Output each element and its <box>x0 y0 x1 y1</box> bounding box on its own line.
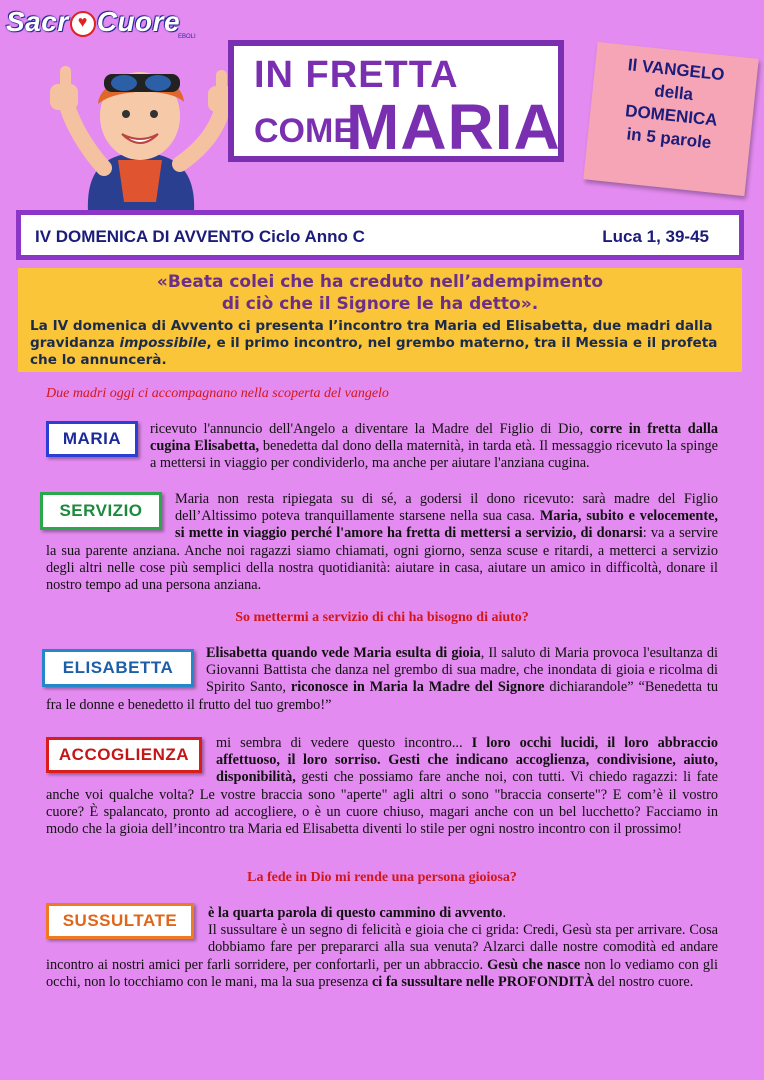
quote-banner <box>18 268 742 372</box>
sussultate-d: Gesù che nasce <box>487 956 581 973</box>
heart-icon: ♥ <box>70 11 96 37</box>
elisabetta-b: , Il saluto di Maria provoca l'esultanza di Giovanni Battista che danza nel grembo di sua madre, che inondata di gioia e ricolma di Spirito Santo, <box>206 645 718 696</box>
sussultate-e: non lo vediamo con gli occhi, non lo tocchiamo con le mani, ma la sua presenza <box>46 956 718 990</box>
lead-line: Due madri oggi ci accompagnano nella scoperta del vangelo <box>46 386 389 401</box>
question-service: So mettermi a servizio di chi ha bisogno di aiuto? <box>235 610 529 625</box>
sussultate-f: ci fa sussultare nelle PROFONDITÀ <box>371 973 595 990</box>
maria-a: ricevuto l'annuncio dell'Angelo a diventare la Madre del Figlio di Dio, <box>150 421 590 437</box>
note-line-1: Il VANGELO <box>626 55 726 85</box>
sussultate-b: . <box>502 905 507 921</box>
note-line-4: in 5 parole <box>625 124 713 153</box>
paragraph-sussultate <box>46 905 718 991</box>
accoglienza-c: gesti che possiamo fare anche noi, con tutti. Vi chiedo ragazzi: li fate anche voi qualche volta? Le vostre braccia sono "aperte" agli altri o sono "braccia conserte"? E com’è il vostro cuore? È spalancato, pronto ad accogliere, o è un cuore chiuso, magari anche con un bel lucchetto? Facciamo in modo che la gioia dell’incontro tra Maria ed Elisabetta diventi lo stile per ogni nostro incontro con il prossimo! <box>46 769 718 838</box>
logo-subtitle: EBOLI <box>178 34 196 40</box>
note-line-3: DOMENICA <box>624 101 719 130</box>
logo-text-a: Sacr <box>6 6 69 37</box>
elisabetta-a: Elisabetta quando vede Maria esulta di gioia <box>206 645 481 661</box>
sussultate-c: Il sussultare è un segno di felicità e gioia che ci grida: Credi, Gesù sta per arrivare. Cosa dobbiamo fare per prepararci alla sua venuta? Alzarci dalle nostre comodità ed andare incontro ai nostri amici per farli sorridere, per confortarli, per un abbraccio. <box>46 922 718 973</box>
gospel-quote <box>18 271 742 315</box>
keyword-elisabetta: ELISABETTA <box>42 649 194 687</box>
quote-line-2: di ciò che il Signore le ha detto». <box>221 294 539 314</box>
keyword-spacer <box>46 491 175 541</box>
sussultate-g: del nostro cuore. <box>594 973 694 990</box>
intro-text <box>30 318 736 369</box>
title-box <box>228 40 564 162</box>
servizio-a: Maria non resta ripiegata su di sé, a godersi il dono ricevuto: sarà madre del Figlio dell’Altissimo poteva tranquillamente starsene nella sua casa. <box>175 491 718 525</box>
servizio-b: Maria, subito e velocemente, si mette in viaggio perché l'amore ha fretta di mettersi a servizio, di donarsi <box>175 508 718 542</box>
maria-b: corre in fretta dalla cugina Elisabetta, <box>150 421 718 455</box>
keyword-maria: MARIA <box>46 421 138 457</box>
keyword-spacer <box>46 905 208 955</box>
maria-c: benedetta dal dono della maternità, in tarda età. Il messaggio ricevuto la spinge a mettersi in viaggio per condividerlo, ma anche per aiutare l'anziana cugina. <box>150 438 718 472</box>
boy-thumbs-up-image <box>40 52 240 212</box>
keyword-accoglienza: ACCOGLIENZA <box>46 737 202 773</box>
servizio-c: : va a servire la sua parente anziana. Anche noi ragazzi siamo chiamati, ogni giorno, senza scuse e ritardi, a metterci a servizio degli altri nelle cose più semplici della nostra quotidianità: aiutare in casa, aiutare un amico in difficoltà, donare il nostro tempo ad una persona anziana. <box>46 525 718 594</box>
intro-a: La IV domenica di Avvento ci presenta l’incontro tra Maria ed Elisabetta, due madri dalla gravidanza <box>30 318 713 351</box>
accoglienza-b: I loro occhi lucidi, il loro abbraccio affettuoso, il loro sorriso. Gesti che indicano accoglienza, condivisione, aiuto, disponibilità, <box>216 735 719 786</box>
keyword-servizio: SERVIZIO <box>40 492 162 530</box>
title-line-1: IN FRETTA <box>254 54 459 96</box>
paragraph-servizio <box>46 491 718 594</box>
sussultate-a: è la quarta parola di questo cammino di avvento <box>208 905 503 921</box>
logo <box>6 6 180 38</box>
keyword-spacer <box>46 735 216 785</box>
logo-text-b: Cuore <box>96 6 181 37</box>
question-faith: La fede in Dio mi rende una persona gioiosa? <box>247 870 517 885</box>
paragraph-accoglienza <box>46 735 718 838</box>
intro-b: , e il primo incontro, nel grembo materno, tra il Messia e il profeta che lo annuncerà. <box>30 335 718 368</box>
intro-em: impossibile <box>119 335 207 351</box>
liturgy-bar <box>16 210 744 260</box>
keyword-spacer <box>46 645 206 695</box>
paragraph-maria <box>150 421 718 473</box>
keyword-sussultate: SUSSULTATE <box>46 903 194 939</box>
liturgy-reading: Luca 1, 39-45 <box>602 227 709 246</box>
quote-line-1: «Beata colei che ha creduto nell’adempimento <box>156 272 604 292</box>
liturgy-sunday: IV DOMENICA DI AVVENTO Ciclo Anno C <box>35 227 365 246</box>
paragraph-elisabetta <box>46 645 718 714</box>
note-line-2: della <box>653 81 695 105</box>
title-line-2a: COME <box>254 112 356 150</box>
title-line-2b: MARIA <box>346 91 561 163</box>
sticky-note <box>583 42 759 196</box>
elisabetta-c: riconosce in Maria la Madre del Signore <box>290 679 545 696</box>
accoglienza-a: mi sembra di vedere questo incontro... <box>216 735 472 751</box>
elisabetta-d: dichiarandole” “Benedetta tu fra le donne e benedetto il frutto del tuo grembo!” <box>46 679 718 713</box>
